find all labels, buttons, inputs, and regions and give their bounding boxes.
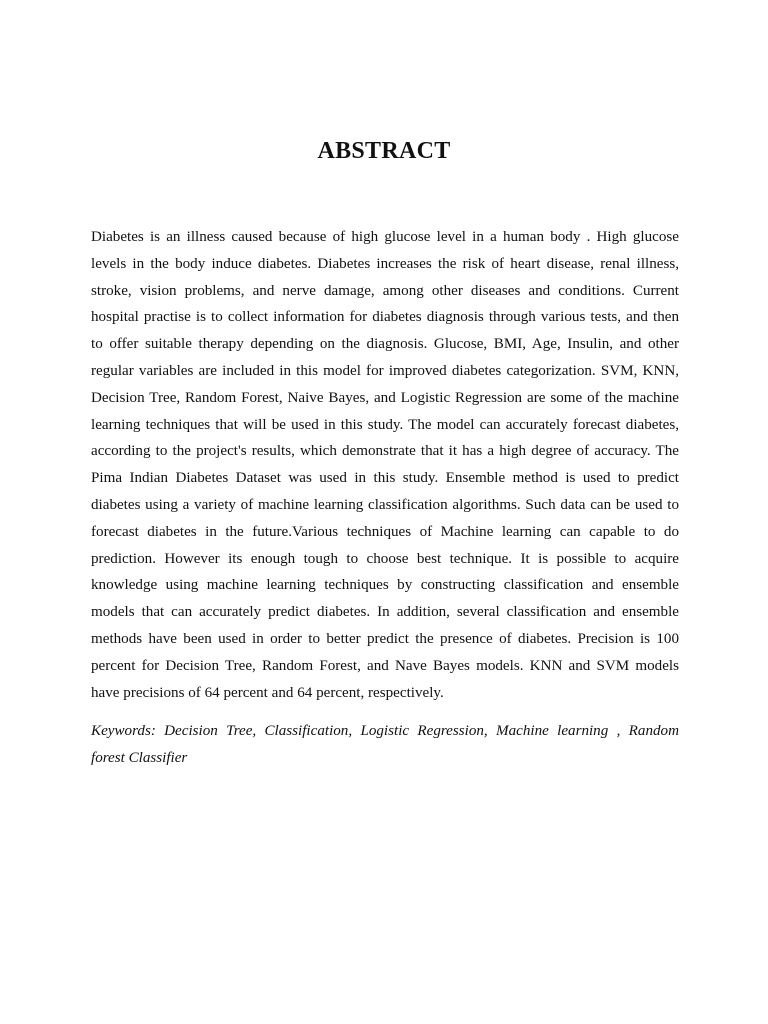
abstract-line: prediction. However its enough tough to choose best technique. It is possible to acquire: [91, 550, 679, 567]
abstract-line: regular variables are included in this model for improved diabetes categorization. SVM, KNN,: [91, 362, 679, 379]
abstract-title: ABSTRACT: [317, 138, 451, 164]
abstract-line: to offer suitable therapy depending on the diagnosis. Glucose, BMI, Age, Insulin, and other: [91, 336, 679, 353]
abstract-line: Diabetes is an illness caused because of high glucose level in a human body . High glucose: [91, 229, 679, 245]
abstract-line: have precisions of 64 percent and 64 percent, respectively.: [91, 684, 444, 701]
abstract-line: percent for Decision Tree, Random Forest, and Nave Bayes models. KNN and SVM models: [91, 657, 679, 674]
abstract-line: methods have been used in order to better predict the presence of diabetes. Precision is 100: [91, 630, 679, 647]
abstract-line: learning techniques that will be used in this study. The model can accurately forecast diabetes,: [91, 416, 679, 433]
abstract-line: forecast diabetes in the future.Various techniques of Machine learning can capable to do: [91, 523, 679, 540]
abstract-line: Decision Tree, Random Forest, Naive Bayes, and Logistic Regression are some of the machine: [91, 389, 679, 406]
abstract-line: Pima Indian Diabetes Dataset was used in this study. Ensemble method is used to predict: [91, 470, 679, 487]
abstract-line: models that can accurately predict diabetes. In addition, several classification and ensemble: [91, 604, 679, 621]
abstract-line: hospital practise is to collect information for diabetes diagnosis through various tests, and then: [91, 309, 679, 326]
keywords-line: Keywords: Decision Tree, Classification, Logistic Regression, Machine learning , Random: [91, 723, 679, 739]
keywords-line: forest Classifier: [91, 749, 188, 766]
abstract-line: stroke, vision problems, and nerve damage, among other diseases and conditions. Current: [91, 282, 679, 299]
abstract-line: diabetes using a variety of machine learning classification algorithms. Such data can be used to: [91, 496, 679, 513]
abstract-line: levels in the body induce diabetes. Diabetes increases the risk of heart disease, renal illness,: [91, 255, 679, 272]
abstract-line: according to the project's results, which demonstrate that it has a high degree of accuracy. The: [91, 443, 679, 460]
abstract-line: knowledge using machine learning techniques by constructing classification and ensemble: [91, 577, 679, 594]
keywords: [91, 718, 679, 772]
abstract-body: [91, 224, 679, 706]
